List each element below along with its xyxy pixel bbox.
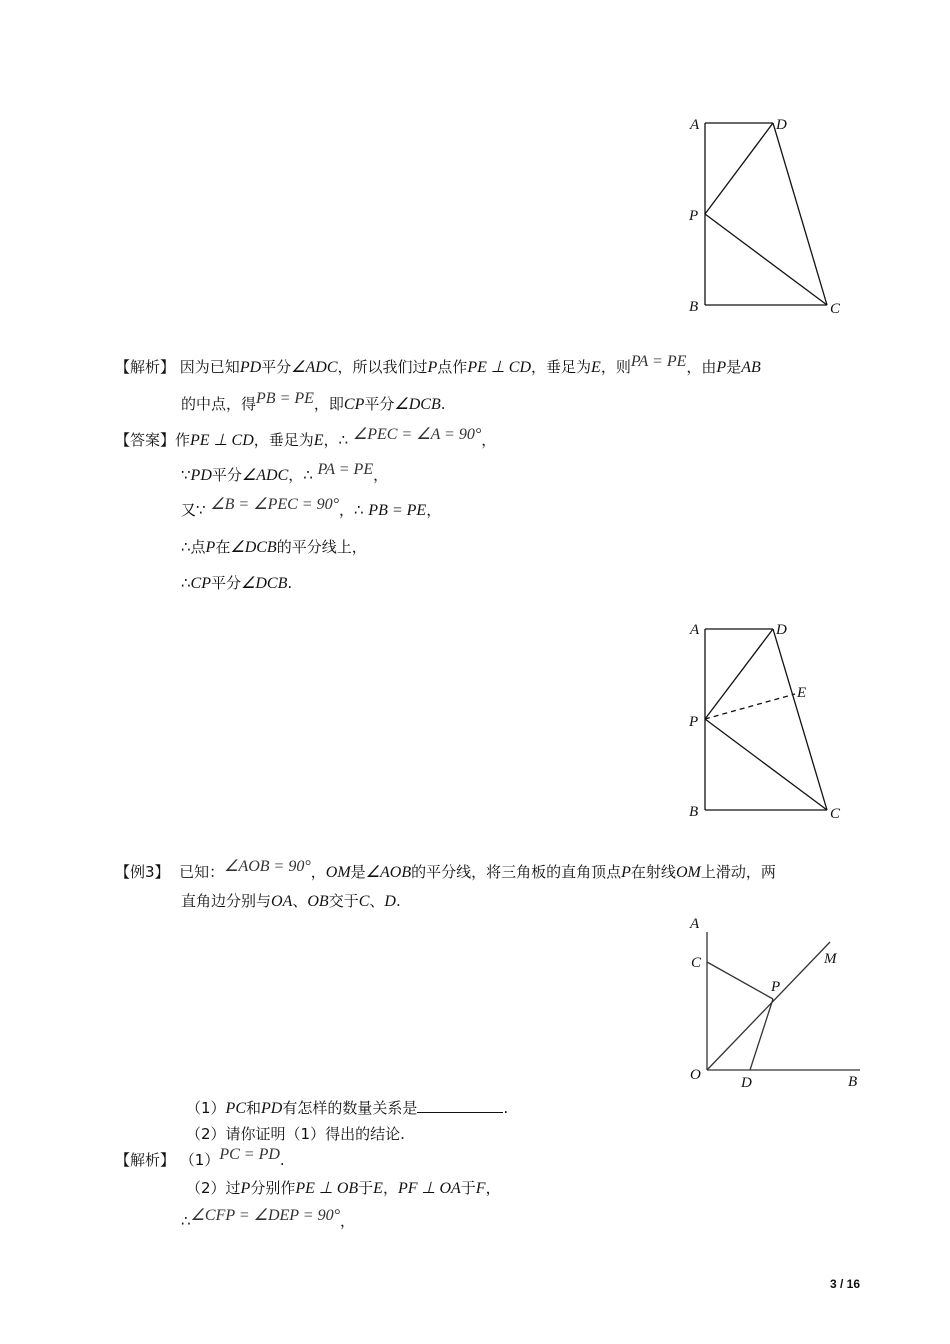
answer-line1: 【答案】作PE ⊥ CD，垂足为E，∴ ∠PEC = ∠A = 90°， [115,426,497,449]
fig1-label-d: D [776,117,787,133]
question-1: （1）PC和PD有怎样的数量关系是 . [186,1099,509,1117]
formula: ∠PEC = ∠A = 90° [352,426,482,443]
formula: PA = PE [317,461,374,478]
jiexi1-tag: 【解析】 [115,358,176,376]
formula: ∠B = ∠PEC = 90° [210,496,339,513]
fig2-label-a: A [690,622,700,638]
fig2-label-p: P [689,714,699,730]
answer-line5: ∴CP平分∠DCB. [181,574,293,592]
formula: PA = PE [630,353,687,370]
jiexi3-line3: ∴∠CFP = ∠DEP = 90°， [181,1207,355,1230]
jiexi1-line1: 【解析】 因为已知PD平分∠ADC，所以我们过P点作PE ⊥ CD，垂足为E，则PA = PE，由P是AB [115,353,761,376]
answer-line2: ∵PD平分∠ADC，∴ PA = PE， [181,461,389,484]
jiexi1-line2: 的中点，得PB = PE，即CP平分∠DCB. [181,390,446,413]
page-number: 3 / 16 [829,1277,860,1291]
fig1-label-b: B [689,299,699,315]
jiexi3-line2: （2）过P分别作PE ⊥ OB于E，PF ⊥ OA于F， [186,1179,501,1197]
example3-line1: 【例3】 已知：∠AOB = 90°，OM是∠AOB的平分线，将三角板的直角顶点P在射线OM上滑动，两 [115,858,776,881]
answer-tag: 【答案】 [115,431,176,449]
fig2-label-b: B [689,804,699,820]
jiexi3-line1: 【解析】 （1）PC = PD. [115,1146,285,1169]
fig3-label-d: D [741,1075,752,1091]
fig2-label-e: E [797,685,807,701]
fig2-label-c: C [830,806,841,822]
example3-line2: 直角边分别与OA、OB交于C、D. [181,892,401,910]
fig3-label-m: M [824,951,837,967]
fig3-label-a: A [690,916,700,932]
formula: ∠AOB = 90° [224,858,311,875]
answer-line3: 又∵ ∠B = ∠PEC = 90°，∴ PB = PE， [181,496,442,519]
question-2: （2）请你证明（1）得出的结论. [186,1125,405,1143]
fig2-label-d: D [776,622,787,638]
jiexi3-tag: 【解析】 [115,1151,176,1169]
fig1-label-a: A [690,117,700,133]
formula: PB = PE [256,390,314,407]
fig3-label-o: O [690,1067,701,1083]
fig3-label-c: C [691,955,702,971]
answer-blank[interactable] [417,1098,503,1113]
answer-line4: ∴点P在∠DCB的平分线上， [181,538,367,556]
example3-tag: 【例3】 [115,863,170,881]
fig3-label-b: B [848,1074,858,1090]
fig1-label-p: P [689,208,699,224]
fig3-label-p: P [771,979,781,995]
formula: ∠CFP = ∠DEP = 90° [190,1207,340,1224]
formula: PC = PD [219,1146,280,1163]
fig1-label-c: C [830,301,841,317]
